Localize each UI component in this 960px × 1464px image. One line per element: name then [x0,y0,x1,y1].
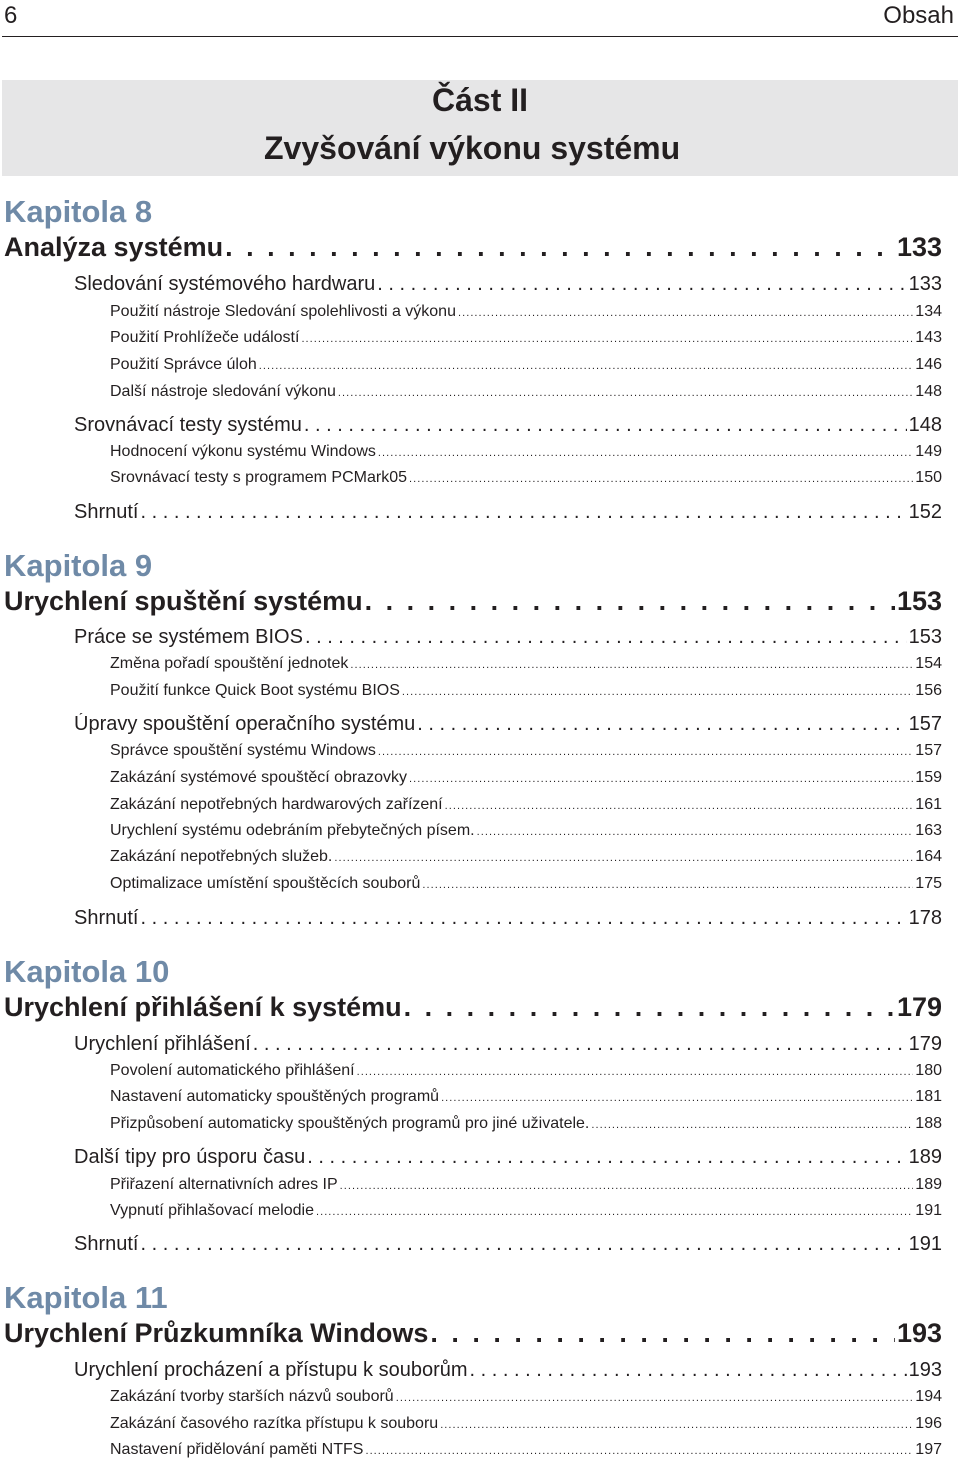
toc-entry-title: Použití Správce úloh [110,356,257,373]
toc-entry-title: Sledování systémového hardwaru [74,273,376,295]
dot-leader [316,1202,913,1220]
running-head-title: Obsah [883,2,954,29]
toc-section-entry[interactable] [74,414,942,440]
toc-chapter-title: Urychlení spuštění systému [4,586,363,616]
toc-section-entry[interactable] [74,1146,942,1172]
running-head [0,0,960,36]
toc-page-number: 161 [915,796,942,813]
dot-leader [378,443,913,461]
toc-subsection-entry[interactable] [110,1176,942,1198]
toc-entry-title: Zakázání tvorby starších názvů souborů [110,1388,394,1405]
toc-entry-title: Zakázání systémové spouštěcí obrazovky [110,769,408,786]
dot-leader [470,1359,907,1382]
dot-leader [402,682,913,700]
toc-page-number: 156 [915,682,942,699]
dot-leader [301,329,913,347]
toc-section-entry[interactable] [74,1233,942,1259]
toc-page-number: 188 [915,1115,942,1132]
toc-chapter-title: Urychlení přihlášení k systému [4,992,402,1022]
toc-chapter-entry[interactable] [4,1318,942,1354]
toc-subsection-entry[interactable] [110,1062,942,1084]
toc-entry-title: Práce se systémem BIOS [74,626,303,648]
toc-section-entry[interactable] [74,501,942,527]
dot-leader [334,848,913,866]
toc-subsection-entry[interactable] [110,848,942,870]
toc-page-number: 193 [908,1359,942,1381]
toc-section-entry[interactable] [74,1359,942,1385]
toc-entry-title: Přizpůsobení automaticky spouštěných programů pro jiné uživatele. [110,1115,590,1132]
toc-entry-title: Zakázání časového razítka přístupu k souboru [110,1415,439,1432]
dot-leader [409,769,913,787]
toc-subsection-entry[interactable] [110,875,942,897]
dot-leader [140,1233,906,1256]
toc-entry-title: Srovnávací testy systému [74,414,302,436]
dot-leader [422,875,913,893]
toc-page-number: 134 [915,303,942,320]
dot-leader [591,1115,913,1133]
toc-subsection-entry[interactable] [110,1202,942,1224]
toc-entry-title: Urychlení systému odebráním přebytečných písem. [110,822,475,839]
toc-section-entry[interactable] [74,713,942,739]
toc-page-number: 194 [915,1388,942,1405]
toc-subsection-entry[interactable] [110,742,942,764]
toc-page-number: 196 [915,1415,942,1432]
toc-entry-title: Povolení automatického přihlášení [110,1062,355,1079]
toc-section-entry[interactable] [74,907,942,933]
dot-leader [377,273,906,296]
chapter-label: Kapitola 10 [4,954,170,989]
toc-page-number: 149 [915,443,942,460]
toc-page-number: 189 [908,1146,942,1168]
dot-leader [378,742,913,760]
dot-leader [440,1415,913,1433]
part-title: Zvyšování výkonu systému [264,130,681,166]
dot-leader [458,303,913,321]
toc-page-number: 143 [915,329,942,346]
header-rule [2,36,958,37]
toc-entry-title: Shrnutí [74,1233,139,1255]
toc-chapter-title: Analýza systému [4,232,224,262]
toc-page-number: 152 [908,501,942,523]
toc-entry-title: Správce spouštění systému Windows [110,742,376,759]
dot-leader [305,626,907,649]
toc-subsection-entry[interactable] [110,469,942,491]
toc-page-number: 157 [915,742,942,759]
dot-leader [430,1318,895,1349]
toc-page-number: 163 [915,822,942,839]
toc-subsection-entry[interactable] [110,1388,942,1410]
toc-page-number: 164 [915,848,942,865]
toc-subsection-entry[interactable] [110,329,942,351]
dot-leader [253,1033,907,1056]
toc-subsection-entry[interactable] [110,822,942,844]
toc-section-entry[interactable] [74,1033,942,1059]
toc-entry-title: Vypnutí přihlašovací melodie [110,1202,314,1219]
toc-entry-title: Použití Prohlížeče událostí [110,329,300,346]
toc-page-number: 180 [915,1062,942,1079]
chapter-label: Kapitola 11 [4,1280,168,1315]
dot-leader [396,1388,914,1406]
toc-entry-title: Použití funkce Quick Boot systému BIOS [110,682,400,699]
toc-page-number: 193 [896,1318,942,1348]
dot-leader [350,655,913,673]
dot-leader [441,1088,913,1106]
dot-leader [340,1176,914,1194]
toc-page-number: 146 [915,356,942,373]
toc-subsection-entry[interactable] [110,1415,942,1437]
toc-subsection-entry[interactable] [110,1088,942,1110]
toc-entry-title: Nastavení přidělování paměti NTFS [110,1441,364,1458]
toc-page-number: 153 [908,626,942,648]
dot-leader [304,414,907,437]
toc-page-number: 191 [908,1233,942,1255]
toc-entry-title: Další tipy pro úsporu času [74,1146,306,1168]
toc-chapter-entry[interactable] [4,586,942,622]
toc-subsection-entry[interactable] [110,443,942,465]
toc-entry-title: Přiřazení alternativních adres IP [110,1176,338,1193]
dot-leader [409,469,913,487]
toc-page-number: 150 [915,469,942,486]
dot-leader [365,586,895,617]
toc-entry-title: Optimalizace umístění spouštěcích souborů [110,875,421,892]
toc-page-number: 197 [915,1441,942,1458]
toc-subsection-entry[interactable] [110,796,942,818]
dot-leader [477,822,914,840]
dot-leader [357,1062,914,1080]
toc-subsection-entry[interactable] [110,682,942,704]
toc-page-number: 181 [915,1088,942,1105]
part-label: Část II [432,82,529,118]
toc-entry-title: Další nástroje sledování výkonu [110,383,336,400]
toc-page-number: 191 [915,1202,942,1219]
dot-leader [417,713,906,736]
dot-leader [225,232,895,263]
dot-leader [307,1146,906,1169]
toc-chapter-entry[interactable] [4,232,942,268]
toc-entry-title: Shrnutí [74,907,139,929]
toc-subsection-entry[interactable] [110,1115,942,1137]
dot-leader [338,383,913,401]
toc-page-number: 189 [915,1176,942,1193]
toc-page-number: 178 [908,907,942,929]
dot-leader [445,796,914,814]
toc-entry-title: Srovnávací testy s programem PCMark05 [110,469,407,486]
toc-entry-title: Zakázání nepotřebných služeb. [110,848,333,865]
toc-chapter-entry[interactable] [4,992,942,1028]
toc-subsection-entry[interactable] [110,769,942,791]
toc-entry-title: Zakázání nepotřebných hardwarových zařízení [110,796,443,813]
toc-entry-title: Shrnutí [74,501,139,523]
toc-page-number: 157 [908,713,942,735]
chapter-label: Kapitola 8 [4,194,153,229]
toc-entry-title: Změna pořadí spouštění jednotek [110,655,349,672]
toc-page-number: 154 [915,655,942,672]
dot-leader [365,1441,913,1459]
toc-chapter-title: Urychlení Průzkumníka Windows [4,1318,429,1348]
dot-leader [140,907,906,930]
toc-section-entry[interactable] [74,626,942,652]
toc-subsection-entry[interactable] [110,356,942,378]
toc-subsection-entry[interactable] [110,1441,942,1463]
toc-entry-title: Urychlení procházení a přístupu k souborům [74,1359,468,1381]
dot-leader [404,992,895,1023]
toc-page-number: 148 [915,383,942,400]
toc-section-entry[interactable] [74,273,942,299]
toc-page-number: 148 [908,414,942,436]
page-number: 6 [4,2,18,29]
toc-page-number: 175 [915,875,942,892]
toc-subsection-entry[interactable] [110,303,942,325]
toc-page-number: 179 [908,1033,942,1055]
toc-page-number: 153 [896,586,942,616]
toc-entry-title: Úpravy spouštění operačního systému [74,713,416,735]
toc-page-number: 179 [896,992,942,1022]
toc-entry-title: Nastavení automaticky spouštěných programů [110,1088,440,1105]
chapter-label: Kapitola 9 [4,548,153,583]
toc-page-number: 133 [896,232,942,262]
toc-entry-title: Použití nástroje Sledování spolehlivosti a výkonu [110,303,456,320]
toc-subsection-entry[interactable] [110,655,942,677]
dot-leader [140,501,906,524]
toc-page-number: 159 [915,769,942,786]
toc-entry-title: Hodnocení výkonu systému Windows [110,443,376,460]
dot-leader [259,356,914,374]
toc-subsection-entry[interactable] [110,383,942,405]
toc-page-number: 133 [908,273,942,295]
toc-entry-title: Urychlení přihlášení [74,1033,251,1055]
